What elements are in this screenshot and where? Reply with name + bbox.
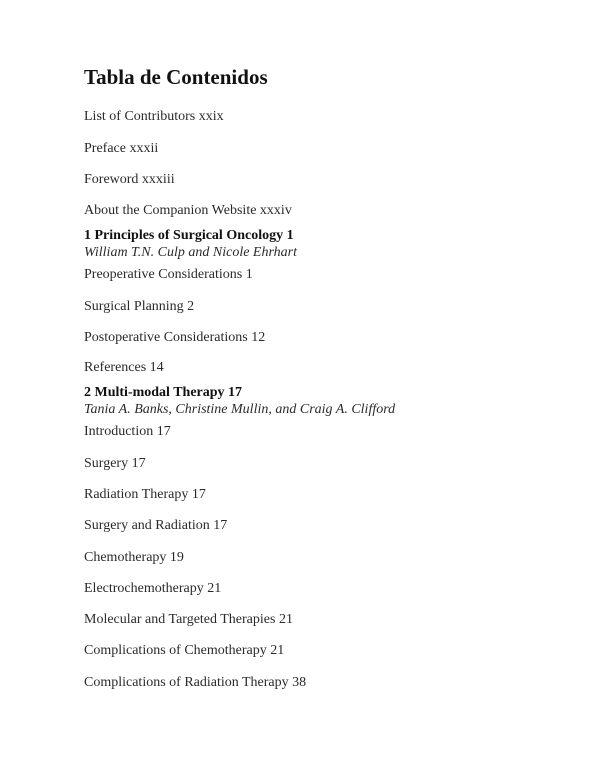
toc-title: Tabla de Contenidos (84, 65, 268, 89)
toc-entry-foreword: Foreword xxxiii (84, 172, 175, 187)
toc-entry-section: Complications of Radiation Therapy 38 (84, 675, 307, 690)
chapter-title: 1 Principles of Surgical Oncology 1 (84, 228, 294, 243)
toc-entry-contributors: List of Contributors xxix (84, 109, 224, 124)
toc-entry-section: Introduction 17 (84, 424, 171, 439)
chapter-authors: William T.N. Culp and Nicole Ehrhart (84, 245, 298, 260)
toc-entry-section: References 14 (84, 360, 164, 375)
chapter-heading-1 (84, 227, 297, 261)
toc-entry-section: Surgery 17 (84, 456, 146, 471)
toc-entry-section: Radiation Therapy 17 (84, 487, 206, 502)
chapter-title: 2 Multi-modal Therapy 17 (84, 385, 243, 400)
toc-entry-section: Surgical Planning 2 (84, 299, 195, 314)
toc-entry-section: Complications of Chemotherapy 21 (84, 643, 285, 658)
toc-entry-section: Surgery and Radiation 17 (84, 518, 228, 533)
chapter-authors: Tania A. Banks, Christine Mullin, and Craig A. Clifford (84, 402, 396, 417)
toc-entry-section: Postoperative Considerations 12 (84, 330, 266, 345)
toc-entry-section: Chemotherapy 19 (84, 550, 184, 565)
toc-entry-companion-website: About the Companion Website xxxiv (84, 203, 292, 218)
toc-entry-section: Electrochemotherapy 21 (84, 581, 222, 596)
toc-entry-preface: Preface xxxii (84, 141, 159, 156)
toc-entry-section: Molecular and Targeted Therapies 21 (84, 612, 293, 627)
toc-entry-section: Preoperative Considerations 1 (84, 267, 253, 282)
chapter-heading-2 (84, 384, 395, 418)
